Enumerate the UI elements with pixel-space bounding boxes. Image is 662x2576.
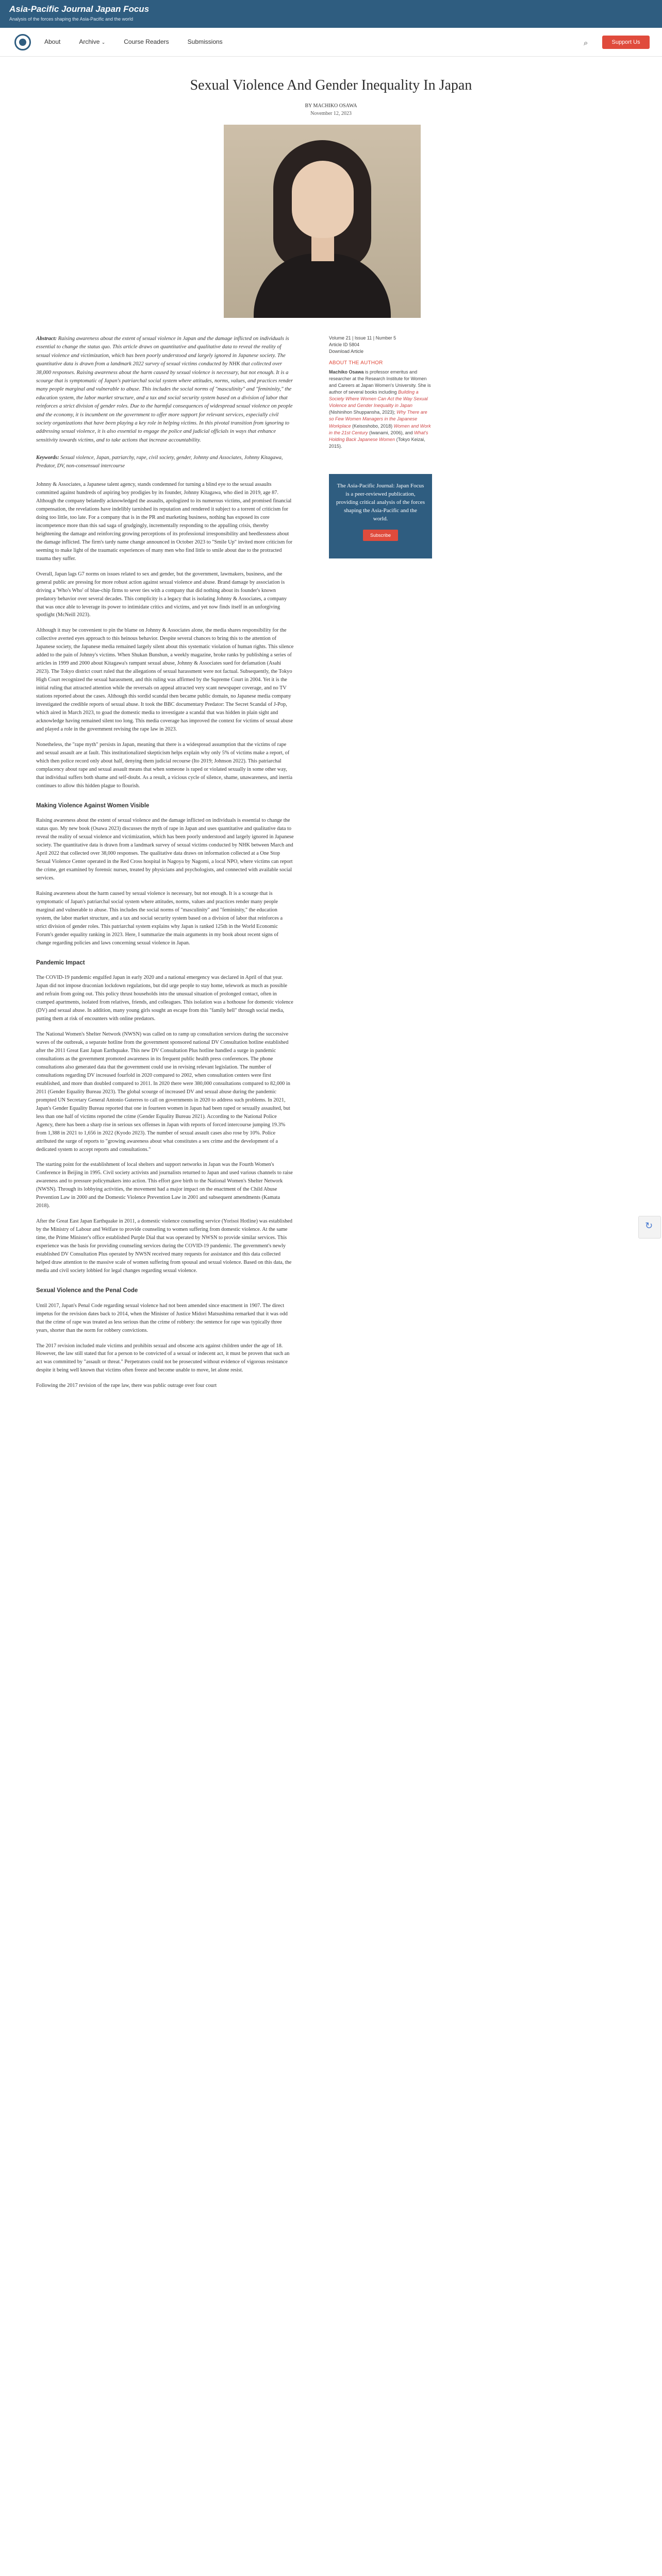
abstract-text: Raising awareness about the extent of sexual violence in Japan and the damage inflicted on individuals is essential to change the status quo. This article draws on quantitative and qualitative data to reveal the reality of sexual violence and victimization, which has been poorly understood and largely ignored in Japanese society. The quantitative data is drawn from a landmark 2022 survey of sexual victims conducted by NHK that collected over 38,000 responses. Raising awareness about the harm caused by sexual violence is necessary, but not enough. It is a scourge that is symptomatic of Japan's patriarchal social system where attitudes, norms, values, and practices render many people marginal and vulnerable to abuse. This includes the social norms of "masculinity" and "femininity," the education system, the labor market structure, and a tax and social security system based on a division of labor that reinforces a strict division of gender roles. Due to the harmful consequences of widespread sexual violence on people and the economy, it is incumbent on the government to offer more support for relevant services, especially civil society organizations that have been playing a key role in helping victims. In this pivotal transition from ignoring to addressing sexual violence, it is also essential to engage the police and judicial officials in ways that enhance sensitivity towards victims, and to take actions that increase accountability. [36, 336, 293, 443]
body-paragraph: The National Women's Shelter Network (NWSN) was called on to ramp up consultation services during the successive waves of the outbreak, a separate hotline from the government sponsored national DV Consultation hotline established after the 2011 Great East Japan Earthquake. This new DV Consultation Plus hotline handled a surge in pandemic consultations as the government promoted awareness in its frequent public health press conferences. The phone consultations also generated data that the government could use in revising relevant legislation. The number of consultations regarding DV increased fourfold in 2020 compared to 2002, when consultation centers were first established, and more than doubled compared to 2011. In 2020 there were 380,000 consultations compared to 82,000 in 2011 (Gender Equality Bureau 2023). The global scourge of increased DV and sexual abuse during the pandemic prompted UN Secretary General Antonio Guterres to call on governments in 2020 to address such problems. In 2021, Japan's Gender Equality Bureau reported that one in fourteen women in Japan had been raped or sexually assaulted, but less than one half of victims reported the crime (Gender Equality Bureau 2021). According to the National Police Agency, there has been a sharp rise in serious sex offenses in Japan with reports of forced intercourse jumping 19.3% from 1,388 in 2021 to 1,656 in 2022 (Kyodo 2023). The number of sexual assault cases also rose by 10%. Police attributed the surge of reports to "growing awareness about what constitutes a sex crime and the development of a dedicated system to accept reports and consultations." [36, 1031, 290, 1153]
nav-item-course-readers[interactable]: Course Readers [124, 38, 169, 45]
article-id: Article ID 5804 [329, 342, 360, 348]
search-icon[interactable]: ⌕ [584, 38, 588, 47]
body-paragraph: Nonetheless, the "rape myth" persists in Japan, meaning that there is a widespread assumption that the victims of rape and sexual assault are at fault. This institutionalized skepticism helps explain why only 5% of victims make a report, of which then police record only about half, denying them judicial recourse (Ito 2019; Johnson 2022). This patriarchal complacency about rape and sexual assault means that when someone is raped or violated sexually in some other way, that individual suffers both shame and self-doubt. As a result, a vicious cycle of silence, shame, unawareness, and inertia continues to allow this hidden plague to flourish. [36, 741, 293, 789]
keywords [36, 454, 294, 470]
body-paragraph: The starting point for the establishment of local shelters and support networks in Japan was the Fourth Women's Conference in Beijing in 1995. Civil society activists and journalists returned to Japan and used various channels to raise awareness and to pressure policymakers into action. This effort gave birth to the National Women's Shelter Network (NWSN). Through its lobbying activities, the movement had a major impact on the enactment of the Child Abuse Prevention Law in 2000 and the Domestic Violence Prevention Law in 2001 and subsequent amendments (Kamata 2018). [36, 1162, 293, 1209]
body-paragraph: Although it may be convenient to pin the blame on Johnny & Associates alone, the media shares responsibility for the collective averted eyes approach to this heinous behavior. Despite several chances to bring this to the attention of Japanese society, the Japanese media remained largely silent about this systematic violation of human rights. This silence added to the pain of Johnny's victims. When Shukan Bunshun, a weekly magazine, broke ranks by publishing a series of articles in 1999 and 2000 about Kitagawa's rampant sexual abuse, Johnny & Associates sued for defamation (Asahi 2023). The Tokyo district court ruled that the allegations of sexual harassment were not factual. Subsequently, the Tokyo High Court recognized the sexual harassment, and this ruling was affirmed by the Supreme Court in 2004. Yet it is the initial ruling that attracted attention while the reversals on appeal attracted very scant newspaper coverage, and no TV stations reported about the cases. Although this sordid scandal then became public domain, no Japanese media company investigated the credible reports of sexual abuse. It took the BBC documentary Predator: The Secret Scandal of J-Pop, which aired in March 2023, to goad the domestic media to investigate a scandal that was hidden in plain sight and acknowledge having remained silent too long. This media coverage has improved the context for victims of sexual abuse and played a role in the government revising the rape law in 2023. [36, 628, 294, 732]
abstract [36, 335, 294, 445]
subscribe-button[interactable]: Subscribe [363, 530, 398, 541]
nav-bar [0, 28, 662, 57]
author-name: Machiko Osawa [329, 369, 364, 375]
keywords-label: Keywords: [36, 455, 59, 461]
book-link[interactable]: Women and Work in the 21st Century [329, 423, 431, 435]
section-heading-penal-code: Sexual Violence and the Penal Code [36, 1287, 138, 1294]
article-byline[interactable]: BY MACHIKO OSAWA [305, 103, 357, 109]
body-paragraph: After the Great East Japan Earthquake in 2011, a domestic violence counseling service (Yorisoi Hotline) was established by the Ministry of Labour and Welfare to provide counseling to women suffering from domestic violence. At the same time, the Prime Minister's office established Purple Dial that was operated by NWSN to provide similar services. This experience was the basis for providing counseling services during the COVID-19 pandemic. The government's newly established DV Consultation Plus operated by NWSN received many requests for assistance and this data collected helped draw attention to the massive scale of women suffering from spousal and sexual violence. Based on this data, the media and civil society lobbied for legal changes regarding sexual violence. [36, 1218, 292, 1274]
portrait-body [254, 253, 391, 318]
article-meta [329, 335, 432, 355]
book-link[interactable]: Building a Society Where Women Can Act the Way Sexual Violence and Gender Inequality in Japan [329, 389, 428, 409]
nav-item-archive[interactable] [79, 38, 105, 45]
support-us-button[interactable]: Support Us [602, 36, 650, 49]
body-paragraph: The 2017 revision included male victims and prohibits sexual and obscene acts against children under the age of 18. However, the law still stated that for a person to be convicted of a sexual or indecent act, it must be proven that such an act was committed by "assault or threat." Perpetrators could not be prosecuted without evidence of vigorous resistance despite it being well known that victims often freeze and become unable to move, let alone resist. [36, 1343, 290, 1374]
article-date: November 12, 2023 [310, 111, 352, 116]
nav-item-submissions[interactable]: Submissions [187, 38, 223, 45]
body-paragraph: Johnny & Associates, a Japanese talent agency, stands condemned for turning a blind eye to the sexual assaults committed against hundreds of aspiring boy prodigies by its founder, Johnny Kitagawa, who died in 2019, age 87. Although the company belatedly acknowledged the assaults, apologized to its numerous victims, and promised financial compensation, the revelations have indelibly tarnished its reputation and rendered it subject to a torrent of criticism for doing too little, too late. For a company that is in the PR and marketing business, nothing has exposed its core incompetence more than this sad saga of grudgingly, incrementally responding to the appalling crisis, thereby heightening the damage and reinforcing growing perceptions of its professional irresponsibility and heedlessness about the damage inflicted. The firm's tardy name change announced in October 2023 to "Smile Up" invited more criticism for seeming to make light of the traumatic experiences of many men who find little to smile about due to the protracted trauma they suffer. [36, 482, 293, 562]
promo-text: The Asia-Pacific Journal: Japan Focus is a peer-reviewed publication, providing critical analysis of the forces shaping the Asia-Pacific and the world. [336, 483, 425, 522]
recaptcha-badge-icon[interactable] [638, 1216, 661, 1239]
body-paragraph: Until 2017, Japan's Penal Code regarding sexual violence had not been amended since enactment in 1907. The direct impetus for the revision dates back to 2014, when the Minister of Justice Midori Matsushima remarked that it was odd that the crime of rape was treated as less serious than the crime of robbery: the sentence for rape was typically three years, shorter than the norm for robbery convictions. [36, 1302, 288, 1333]
article-title: Sexual Violence And Gender Inequality In Japan [190, 77, 472, 93]
book-link[interactable]: What's Holding Back Japanese Women [329, 430, 428, 442]
body-paragraph: Raising awareness about the harm caused by sexual violence is necessary, but not enough. It is a scourge that is symptomatic of Japan's patriarchal social system where attitudes, norms, values and practices render many people marginal and vulnerable to abuse. This includes the social norms of "masculinity" and "femininity," the education system, the labor market structure, and a tax and social security system based on a division of labor that reinforces a strict division of gender roles. This patriarchal system explains why Japan is ranked 125th in the World Economic Forum's gender equality ranking in 2023. Here, I summarize the main arguments in my book about recent signs of change regarding policies and laws concerning sexual violence in Japan. [36, 890, 283, 946]
body-paragraph: The COVID-19 pandemic engulfed Japan in early 2020 and a national emergency was declared in April of that year. Japan did not impose draconian lockdown regulations, but did urge people to stay home, telework as much as possible and refrain from going out. This policy thrust households into the unusual situation of prolonged contact, often in cramped apartments, isolated from relatives, friends, and colleagues. This isolation was a hothouse for domestic violence (DV) and sexual abuse. In addition, many young girls sought an escape from this "family hell" through social media, putting them at risk of encounters with online predators. [36, 975, 293, 1022]
brand-subtitle: Analysis of the forces shaping the Asia-Pacific and the world [9, 16, 134, 22]
brand-title[interactable]: Asia-Pacific Journal Japan Focus [9, 4, 150, 14]
about-text-2: (Nishinihon Shuppansha, 2023); [329, 410, 397, 415]
article-sidebar [329, 335, 432, 450]
article-body [36, 335, 294, 1397]
brand[interactable] [9, 4, 149, 22]
about-author-heading: ABOUT THE AUTHOR [329, 360, 383, 366]
about-text-5: (Tokyo Keizai, 2015). [329, 436, 425, 449]
about-text-4: (Iwanami, 2006), and [368, 430, 415, 435]
body-paragraph: Overall, Japan lags G7 norms on issues related to sex and gender, but the government, lawmakers, business, and the general public are pressing for more robust action against sexual violence and abuse. Brand damage by association is driving a 'Who's Who' of blue-chip firms to sever ties with a company that did nothing about its founder's known predatory behavior over several decades. This complicity is a legacy that is isolating Johnny & Associates, a company that was once able to leverage its power to intimidate critics and victims, and yet now finds itself in an unforgiving spotlight (McNeill 2023). [36, 571, 287, 618]
section-heading-visible: Making Violence Against Women Visible [36, 802, 150, 809]
about-text-3: (Keisoshobo, 2018) [351, 423, 394, 429]
nav-menu [44, 38, 223, 45]
keywords-text: Sexual violence, Japan, patriarchy, rape, civil society, gender, Johnny and Associates, Johnny Kitagawa, Predator, DV, non-consensual intercourse [36, 455, 283, 469]
book-link[interactable]: Why There are so Few Women Managers in the Japanese Workplace [329, 410, 427, 429]
about-author-text [329, 369, 432, 450]
author-portrait [224, 125, 421, 318]
about-text-1: is professor emeritus and researcher at the Research Institute for Women and Careers at Japan Women's University. She is author of several books including [329, 369, 431, 395]
volume-info: Volume 21 | Issue 11 | Number 5 [329, 335, 396, 341]
body-paragraph: Following the 2017 revision of the rape law, there was public outrage over four court [36, 1383, 217, 1389]
chevron-down-icon: ⌄ [101, 40, 106, 45]
nav-item-archive-label[interactable]: Archive [79, 38, 100, 45]
nav-item-about[interactable]: About [44, 38, 61, 45]
body-paragraph: Raising awareness about the extent of sexual violence and the damage inflicted on individuals is essential to change the status quo. My new book (Osawa 2023) discusses the myth of rape in Japan and uses quantitative and qualitative data to reveal the reality of sexual violence and victimization, which has been poorly understood and largely ignored in Japanese society. The quantitative data is drawn from a landmark survey of sexual victims conducted by NHK between March and April 2022 that collected over 38,000 responses. The qualitative data draws on information collected at a One Stop Sexual Violence Center operated in the Red Cross hospital in Nagoya by Nagomi, a local NPO, where victims can report the crime, get examined by forensic nurses, treated by physicians and psychologists, and connected with available social services. [36, 818, 294, 882]
section-heading-pandemic: Pandemic Impact [36, 959, 85, 966]
abstract-label: Abstract: [36, 336, 57, 342]
journal-promo-box [329, 474, 432, 558]
site-logo-icon[interactable] [14, 34, 31, 50]
download-article-link[interactable]: Download Article [329, 349, 364, 354]
portrait-face [292, 161, 354, 238]
site-banner [0, 0, 662, 28]
